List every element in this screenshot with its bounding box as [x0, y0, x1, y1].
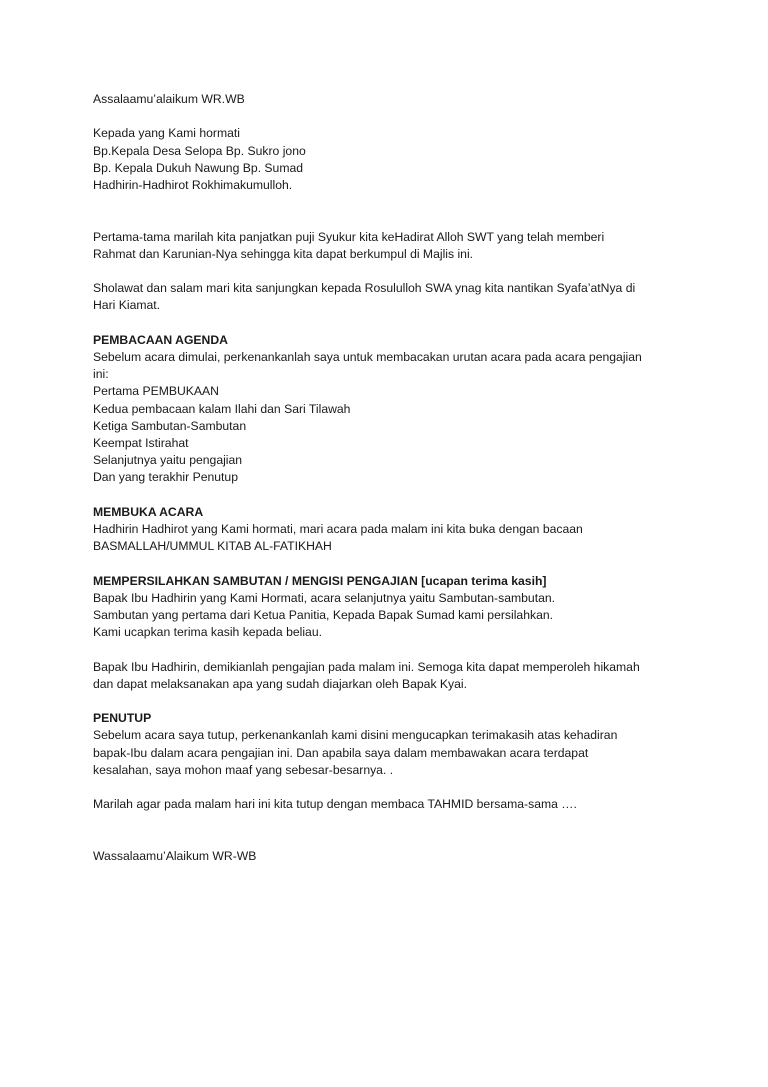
farewell: Wassalaamu’Alaikum WR-WB: [93, 848, 257, 863]
address-line: Bp.Kepala Desa Selopa Bp. Sukro jono: [93, 143, 306, 158]
paragraph-line: dan dapat melaksanakan apa yang sudah diajarkan oleh Bapak Kyai.: [93, 676, 468, 691]
greeting: Assalaamu’alaikum WR.WB: [93, 92, 245, 106]
agenda-section: [93, 332, 693, 487]
paragraph-line: Sambutan yang pertama dari Ketua Panitia, Kepada Bapak Sumad kami persilahkan.: [93, 608, 554, 622]
tahmid-line: Marilah agar pada malam hari ini kita tutup dengan membaca TAHMID bersama-sama ….: [93, 797, 577, 812]
paragraph-line: Bapak Ibu Hadhirin yang Kami Hormati, acara selanjutnya yaitu Sambutan-sambutan.: [93, 590, 556, 605]
agenda-line: Dan yang terakhir Penutup: [93, 470, 238, 485]
address-line: Hadhirin-Hadhirot Rokhimakumulloh.: [93, 178, 293, 192]
paragraph-line: Hadhirin Hadhirot yang Kami hormati, mari acara pada malam ini kita buka dengan bacaan: [93, 522, 583, 536]
paragraph-line: Sebelum acara saya tutup, perkenankanlah kami disini mengucapkan terimakasih atas kehadiran: [93, 728, 618, 743]
paragraph-line: Kami ucapkan terima kasih kepada beliau.: [93, 625, 322, 640]
paragraph-line: Rahmat dan Karunian-Nya sehingga kita dapat berkumpul di Majlis ini.: [93, 246, 474, 261]
paragraph-line: BASMALLAH/UMMUL KITAB AL-FATIKHAH: [93, 539, 332, 554]
sholawat-paragraph: [93, 280, 693, 314]
spacer: [93, 263, 693, 280]
agenda-line: Selanjutnya yaitu pengajian: [93, 453, 243, 468]
agenda-line: Sebelum acara dimulai, perkenankanlah saya untuk membacakan urutan acara pada acara pengajian: [93, 349, 642, 364]
penutup-section: [93, 710, 693, 779]
section-heading: PENUTUP: [93, 711, 152, 726]
document-page: [93, 91, 693, 865]
paragraph-line: bapak-Ibu dalam acara pengajian ini. Dan apabila saya dalam membawakan acara terdapat: [93, 745, 589, 760]
spacer: [93, 641, 693, 658]
spacer: [93, 487, 693, 504]
agenda-line: Keempat Istirahat: [93, 436, 189, 450]
spacer: [93, 779, 693, 796]
address-line: Kepada yang Kami hormati: [93, 126, 241, 141]
address-line: Bp. Kepala Dukuh Nawung Bp. Sumad: [93, 160, 304, 175]
membuka-section: [93, 504, 693, 556]
sambutan-section: [93, 573, 693, 642]
address-block: [93, 125, 693, 194]
agenda-line: ini:: [93, 367, 109, 382]
agenda-line: Kedua pembacaan kalam Ilahi dan Sari Tilawah: [93, 401, 351, 416]
closing-pengajian-paragraph: [93, 659, 693, 693]
section-heading: MEMBUKA ACARA: [93, 504, 204, 519]
paragraph-line: Pertama-tama marilah kita panjatkan puji Syukur kita keHadirat Alloh SWT yang telah memberi: [93, 229, 605, 244]
spacer: [93, 194, 693, 228]
opening-paragraph: [93, 229, 693, 263]
section-heading: PEMBACAAN AGENDA: [93, 332, 228, 347]
paragraph-line: Sholawat dan salam mari kita sanjungkan kepada Rosululloh SWA ynag kita nantikan Syafa’atNya di: [93, 281, 636, 296]
spacer: [93, 555, 693, 572]
spacer: [93, 693, 693, 710]
agenda-line: Ketiga Sambutan-Sambutan: [93, 418, 247, 433]
agenda-line: Pertama PEMBUKAAN: [93, 384, 219, 399]
spacer: [93, 108, 693, 125]
spacer: [93, 813, 693, 847]
section-heading: MEMPERSILAHKAN SAMBUTAN / MENGISI PENGAJIAN [ucapan terima kasih]: [93, 573, 547, 588]
paragraph-line: Hari Kiamat.: [93, 298, 161, 313]
paragraph-line: Bapak Ibu Hadhirin, demikianlah pengajian pada malam ini. Semoga kita dapat memperoleh hikamah: [93, 659, 640, 674]
spacer: [93, 315, 693, 332]
paragraph-line: kesalahan, saya mohon maaf yang sebesar-besarnya. .: [93, 762, 394, 777]
